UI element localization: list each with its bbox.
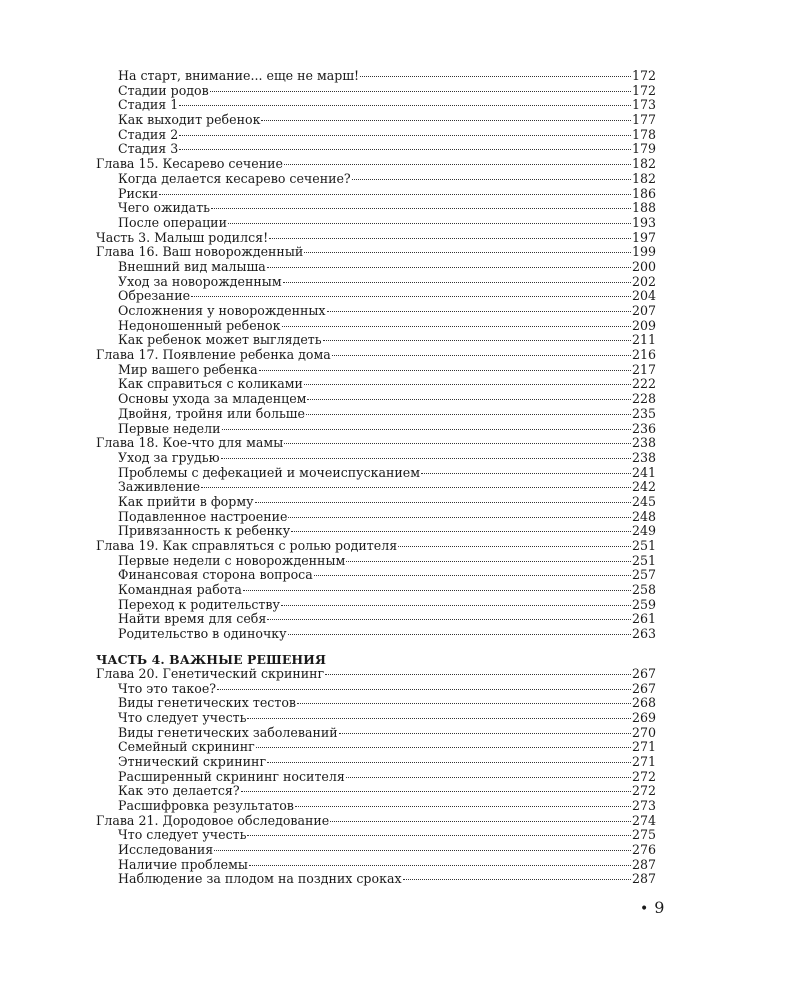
toc-entry bbox=[96, 524, 656, 539]
page-footer bbox=[640, 898, 664, 917]
toc-section-part4 bbox=[96, 667, 656, 887]
toc-entry-title: Переход к родительству bbox=[118, 596, 280, 612]
toc-entry-page: 204 bbox=[631, 288, 656, 304]
toc-entry bbox=[96, 872, 656, 887]
toc-entry bbox=[96, 711, 656, 726]
toc-entry-page: 209 bbox=[631, 317, 656, 333]
dot-leader bbox=[256, 747, 631, 748]
dot-leader bbox=[255, 502, 631, 503]
toc-entry-title: Виды генетических тестов bbox=[118, 695, 297, 711]
dot-leader bbox=[339, 733, 631, 734]
toc-entry bbox=[96, 799, 656, 814]
dot-leader bbox=[346, 561, 631, 562]
dot-leader bbox=[306, 414, 631, 415]
toc-chapter-entry bbox=[96, 436, 656, 451]
dot-leader bbox=[211, 208, 631, 209]
toc-entry bbox=[96, 627, 656, 642]
toc-entry-page: 179 bbox=[631, 141, 656, 157]
toc-entry-page: 272 bbox=[631, 783, 656, 799]
dot-leader bbox=[241, 791, 631, 792]
dot-leader bbox=[304, 252, 631, 253]
dot-leader bbox=[247, 718, 631, 719]
toc-entry-page: 261 bbox=[631, 611, 656, 627]
dot-leader bbox=[191, 296, 631, 297]
toc-entry bbox=[96, 696, 656, 711]
toc-entry bbox=[96, 858, 656, 873]
footer-bullet: • bbox=[640, 901, 649, 917]
toc-entry-page: 236 bbox=[631, 420, 656, 436]
toc-entry-title: Двойня, тройня или больше bbox=[118, 405, 305, 421]
dot-leader bbox=[261, 120, 631, 121]
toc-entry-page: 242 bbox=[631, 479, 656, 495]
toc-entry-title: Расширенный скрининг носителя bbox=[118, 768, 345, 784]
dot-leader bbox=[267, 762, 631, 763]
dot-leader bbox=[179, 149, 631, 150]
toc-entry-page: 193 bbox=[631, 214, 656, 230]
toc-entry-title: Расшифровка результатов bbox=[118, 798, 294, 813]
toc-entry-page: 275 bbox=[631, 827, 656, 843]
dot-leader bbox=[159, 194, 631, 195]
dot-leader bbox=[332, 355, 631, 356]
toc-entry-page: 199 bbox=[631, 244, 656, 260]
toc-entry-page: 245 bbox=[631, 493, 656, 509]
toc-entry bbox=[96, 289, 656, 304]
toc-entry-title: Что следует учесть bbox=[118, 827, 247, 843]
toc-entry bbox=[96, 84, 656, 99]
dot-leader bbox=[297, 703, 631, 704]
toc-entry-title: Этнический скрининг bbox=[118, 753, 267, 769]
dot-leader bbox=[284, 164, 631, 165]
toc-entry-page: 259 bbox=[631, 596, 656, 612]
dot-leader bbox=[179, 105, 631, 106]
toc-entry-title: Мир вашего ребенка bbox=[118, 361, 258, 377]
toc-entry-title: Глава 19. Как справляться с ролью родителя bbox=[96, 538, 398, 553]
toc-entry bbox=[96, 407, 656, 422]
dot-leader bbox=[307, 399, 630, 400]
toc-entry-title: Глава 16. Ваш новорожденный bbox=[96, 244, 304, 260]
toc-entry bbox=[96, 843, 656, 858]
toc-entry-page: 287 bbox=[631, 871, 656, 887]
toc-entry-title: Что следует учесть bbox=[118, 709, 247, 725]
dot-leader bbox=[295, 806, 631, 807]
toc-entry-title: Командная работа bbox=[118, 582, 242, 598]
toc-entry-title: Наблюдение за плодом на поздних сроках bbox=[118, 871, 402, 887]
dot-leader bbox=[267, 267, 631, 268]
toc-entry-page: 271 bbox=[631, 739, 656, 755]
toc-entry-title: Как это делается? bbox=[118, 783, 240, 799]
toc-entry-title: Что это такое? bbox=[118, 680, 217, 696]
dot-leader bbox=[398, 546, 631, 547]
toc-entry-page: 235 bbox=[631, 405, 656, 421]
toc-chapter-entry bbox=[96, 814, 656, 829]
toc-entry-page: 274 bbox=[631, 812, 656, 828]
toc-entry bbox=[96, 98, 656, 113]
toc-entry-title: Заживление bbox=[118, 479, 201, 495]
toc-entry bbox=[96, 187, 656, 202]
toc-entry-page: 287 bbox=[631, 856, 656, 872]
toc-entry-title: Исследования bbox=[118, 842, 214, 858]
toc-entry-title: Глава 20. Генетический скрининг bbox=[96, 665, 325, 681]
dot-leader bbox=[201, 487, 631, 488]
toc-entry bbox=[96, 363, 656, 378]
toc-entry-page: 172 bbox=[631, 68, 656, 83]
toc-entry bbox=[96, 598, 656, 613]
dot-leader bbox=[267, 619, 631, 620]
toc-entry-title: Чего ожидать bbox=[118, 200, 211, 216]
dot-leader bbox=[288, 517, 630, 518]
toc-entry-page: 217 bbox=[631, 361, 656, 377]
toc-entry-title: Риски bbox=[118, 185, 159, 201]
toc-entry-title: Стадия 3 bbox=[118, 141, 179, 157]
toc-entry-title: Стадии родов bbox=[118, 82, 209, 98]
dot-leader bbox=[214, 850, 631, 851]
dot-leader bbox=[281, 605, 631, 606]
toc-entry-page: 228 bbox=[631, 391, 656, 407]
page-number: 9 bbox=[654, 898, 665, 917]
dot-leader bbox=[314, 575, 631, 576]
dot-leader bbox=[283, 282, 631, 283]
toc-entry-title: Когда делается кесарево сечение? bbox=[118, 170, 351, 186]
toc-entry-page: 263 bbox=[631, 626, 656, 642]
dot-leader bbox=[249, 865, 631, 866]
toc-entry-page: 251 bbox=[631, 552, 656, 568]
dot-leader bbox=[323, 340, 631, 341]
toc-entry-page: 186 bbox=[631, 185, 656, 201]
toc-entry bbox=[96, 510, 656, 525]
toc-entry-page: 207 bbox=[631, 303, 656, 318]
dot-leader bbox=[269, 238, 631, 239]
part-heading: ЧАСТЬ 4. ВАЖНЫЕ РЕШЕНИЯ bbox=[96, 651, 327, 667]
toc-entry-title: Подавленное настроение bbox=[118, 508, 288, 524]
toc-entry bbox=[96, 113, 656, 128]
toc-entry-title: Как справиться с коликами bbox=[118, 376, 303, 392]
toc-entry-title: Привязанность к ребенку bbox=[118, 523, 291, 539]
toc-entry-title: Глава 17. Появление ребенка дома bbox=[96, 347, 331, 363]
toc-entry-page: 267 bbox=[631, 680, 656, 696]
toc-entry-title: На старт, внимание... еще не марш! bbox=[118, 68, 360, 83]
dot-leader bbox=[228, 223, 631, 224]
toc-chapter-entry bbox=[96, 157, 656, 172]
toc-entry-title: Глава 18. Кое-что для мамы bbox=[96, 435, 284, 451]
toc-entry-page: 276 bbox=[631, 842, 656, 858]
dot-leader bbox=[325, 674, 631, 675]
toc-entry-page: 272 bbox=[631, 768, 656, 784]
toc-entry-page: 211 bbox=[631, 332, 656, 348]
toc-entry-page: 267 bbox=[631, 665, 656, 681]
toc-entry-title: Первые недели bbox=[118, 420, 221, 436]
toc-entry-page: 188 bbox=[631, 200, 656, 216]
toc-entry-page: 222 bbox=[631, 376, 656, 392]
toc-entry bbox=[96, 583, 656, 598]
toc-entry bbox=[96, 495, 656, 510]
dot-leader bbox=[179, 135, 631, 136]
dot-leader bbox=[247, 835, 631, 836]
toc-chapter-entry bbox=[96, 348, 656, 363]
toc-entry bbox=[96, 568, 656, 583]
toc-entry-page: 177 bbox=[631, 112, 656, 128]
toc-entry bbox=[96, 172, 656, 187]
toc-entry-page: 197 bbox=[631, 229, 656, 245]
toc-entry-title: Как прийти в форму bbox=[118, 493, 254, 509]
toc-entry-page: 251 bbox=[631, 538, 656, 553]
toc-chapter-entry bbox=[96, 231, 656, 246]
toc-entry bbox=[96, 319, 656, 334]
dot-leader bbox=[330, 821, 631, 822]
dot-leader bbox=[217, 689, 631, 690]
dot-leader bbox=[210, 91, 631, 92]
toc-entry bbox=[96, 726, 656, 741]
toc-entry bbox=[96, 392, 656, 407]
toc-entry-page: 182 bbox=[631, 156, 656, 172]
toc-entry bbox=[96, 554, 656, 569]
toc-entry-title: Семейный скрининг bbox=[118, 739, 255, 755]
dot-leader bbox=[403, 879, 631, 880]
dot-leader bbox=[360, 76, 631, 77]
dot-leader bbox=[221, 458, 631, 459]
toc-entry-page: 238 bbox=[631, 435, 656, 451]
toc-entry bbox=[96, 128, 656, 143]
toc-entry-title: Уход за новорожденным bbox=[118, 273, 282, 289]
dot-leader bbox=[304, 384, 631, 385]
dot-leader bbox=[222, 429, 631, 430]
toc-entry-page: 241 bbox=[631, 464, 656, 480]
toc-entry bbox=[96, 333, 656, 348]
toc-entry-title: Осложнения у новорожденных bbox=[118, 303, 326, 318]
toc-entry-page: 271 bbox=[631, 753, 656, 769]
toc-entry-page: 173 bbox=[631, 97, 656, 113]
toc-entry bbox=[96, 612, 656, 627]
toc-entry bbox=[96, 260, 656, 275]
dot-leader bbox=[346, 777, 631, 778]
toc-entry-title: Наличие проблемы bbox=[118, 856, 248, 872]
toc-entry-page: 258 bbox=[631, 582, 656, 598]
toc-entry-title: Стадия 2 bbox=[118, 126, 179, 142]
toc-entry bbox=[96, 480, 656, 495]
toc-entry-page: 172 bbox=[631, 82, 656, 98]
dot-leader bbox=[288, 634, 631, 635]
toc-entry-title: Финансовая сторона вопроса bbox=[118, 567, 313, 583]
toc-entry-page: 182 bbox=[631, 170, 656, 186]
toc-entry bbox=[96, 69, 656, 84]
toc-entry-title: Основы ухода за младенцем bbox=[118, 391, 307, 407]
toc-entry-page: 257 bbox=[631, 567, 656, 583]
toc-chapter-entry bbox=[96, 539, 656, 554]
toc-entry-title: Родительство в одиночку bbox=[118, 626, 287, 642]
toc-entry bbox=[96, 740, 656, 755]
toc-entry-title: Недоношенный ребенок bbox=[118, 317, 281, 333]
toc-entry bbox=[96, 466, 656, 481]
toc-section-part3 bbox=[96, 69, 656, 642]
dot-leader bbox=[291, 531, 631, 532]
toc-entry bbox=[96, 784, 656, 799]
toc-entry-page: 216 bbox=[631, 347, 656, 363]
toc-entry bbox=[96, 201, 656, 216]
toc-entry-page: 200 bbox=[631, 258, 656, 274]
toc-entry-page: 268 bbox=[631, 695, 656, 711]
toc-entry-page: 273 bbox=[631, 798, 656, 813]
toc-entry bbox=[96, 304, 656, 319]
toc-entry-title: Уход за грудью bbox=[118, 449, 220, 465]
toc-entry-title: Как выходит ребенок bbox=[118, 112, 261, 128]
dot-leader bbox=[327, 311, 631, 312]
toc-entry-title: Часть 3. Малыш родился! bbox=[96, 229, 269, 245]
toc-entry-page: 248 bbox=[631, 508, 656, 524]
toc-entry bbox=[96, 755, 656, 770]
toc-entry-page: 238 bbox=[631, 449, 656, 465]
toc-entry bbox=[96, 422, 656, 437]
toc-entry-title: Как ребенок может выглядеть bbox=[118, 332, 322, 348]
dot-leader bbox=[284, 443, 631, 444]
toc-entry-title: Найти время для себя bbox=[118, 611, 267, 627]
toc-entry-title: Внешний вид малыша bbox=[118, 258, 266, 274]
toc-entry-page: 249 bbox=[631, 523, 656, 539]
toc-entry-title: Виды генетических заболеваний bbox=[118, 724, 338, 740]
dot-leader bbox=[421, 473, 631, 474]
toc-entry-page: 202 bbox=[631, 273, 656, 289]
toc-entry-title: Стадия 1 bbox=[118, 97, 179, 113]
toc-chapter-entry bbox=[96, 667, 656, 682]
toc-entry-title: Первые недели с новорожденным bbox=[118, 552, 346, 568]
toc-entry-title: Проблемы с дефекацией и мочеиспусканием bbox=[118, 464, 421, 480]
toc-entry bbox=[96, 451, 656, 466]
toc-entry bbox=[96, 142, 656, 157]
toc-entry-title: Глава 21. Дородовое обследование bbox=[96, 812, 330, 828]
toc-entry bbox=[96, 216, 656, 231]
toc-entry bbox=[96, 682, 656, 697]
toc-entry-page: 270 bbox=[631, 724, 656, 740]
toc-entry-title: Глава 15. Кесарево сечение bbox=[96, 156, 283, 172]
table-of-contents bbox=[96, 69, 656, 887]
toc-entry bbox=[96, 275, 656, 290]
toc-entry bbox=[96, 770, 656, 785]
toc-chapter-entry bbox=[96, 245, 656, 260]
toc-entry bbox=[96, 828, 656, 843]
toc-entry bbox=[96, 377, 656, 392]
dot-leader bbox=[352, 179, 631, 180]
toc-entry-page: 269 bbox=[631, 709, 656, 725]
toc-entry-title: Обрезание bbox=[118, 288, 191, 304]
toc-entry-page: 178 bbox=[631, 126, 656, 142]
toc-entry-title: После операции bbox=[118, 214, 227, 230]
dot-leader bbox=[282, 326, 631, 327]
dot-leader bbox=[259, 370, 631, 371]
dot-leader bbox=[243, 590, 631, 591]
